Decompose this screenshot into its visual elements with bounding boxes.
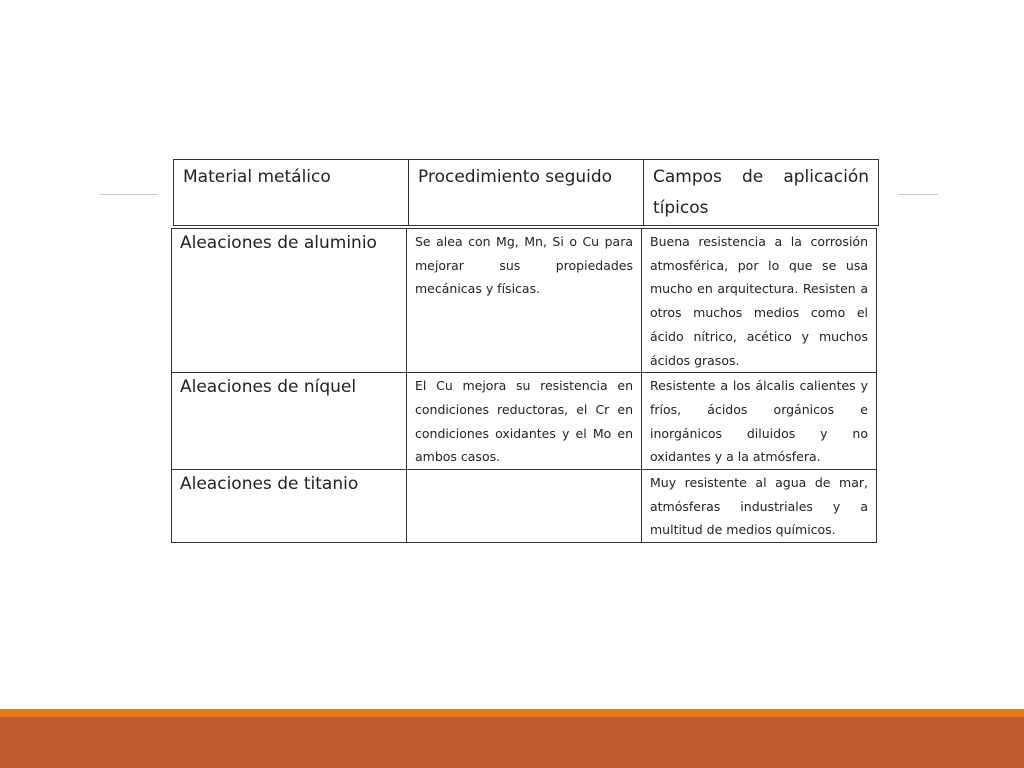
table-row — [172, 373, 877, 470]
cell-material: Aleaciones de aluminio — [172, 229, 407, 373]
header-applications-line2: típicos — [653, 198, 709, 218]
cell-applications: Resistente a los álcalis calientes y fríos, ácidos orgánicos e inorgánicos diluidos y no oxidantes y a la atmósfera. — [642, 373, 877, 470]
header-applications — [644, 160, 879, 226]
footer-bar — [0, 717, 1024, 768]
header-applications-line1: Campos de aplicación — [653, 167, 869, 187]
footer-accent-bar — [0, 709, 1024, 717]
table-body — [171, 228, 877, 543]
cell-procedure: El Cu mejora su resistencia en condiciones reductoras, el Cr en condiciones oxidantes y el Mo en ambos casos. — [407, 373, 642, 470]
cell-procedure: Se alea con Mg, Mn, Si o Cu para mejorar sus propiedades mecánicas y físicas. — [407, 229, 642, 373]
table-row — [172, 470, 877, 543]
cell-material: Aleaciones de níquel — [172, 373, 407, 470]
cell-applications: Muy resistente al agua de mar, atmósferas industriales y a multitud de medios químicos. — [642, 470, 877, 543]
cell-material: Aleaciones de titanio — [172, 470, 407, 543]
cell-procedure — [407, 470, 642, 543]
header-row — [174, 160, 879, 226]
cell-applications: Buena resistencia a la corrosión atmosférica, por lo que se usa mucho en arquitectura. Resisten a otros muchos medios como el ácido nítrico, acético y muchos ácidos grasos. — [642, 229, 877, 373]
decorative-line-right — [898, 194, 938, 195]
decorative-line-left — [100, 194, 158, 195]
table-header — [173, 159, 879, 226]
header-material: Material metálico — [174, 160, 409, 226]
table-row — [172, 229, 877, 373]
header-procedure: Procedimiento seguido — [409, 160, 644, 226]
